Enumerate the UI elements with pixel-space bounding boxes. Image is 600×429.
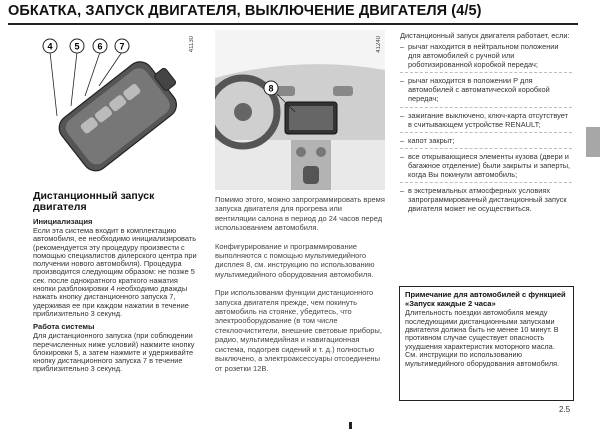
middle-column [215, 30, 385, 373]
conditions-intro: Дистанционный запуск двигателя работает, если: [400, 31, 570, 40]
right-column [400, 30, 572, 219]
list-item: – капот закрыт; [400, 136, 572, 149]
side-tab [586, 127, 600, 157]
list-item: – рычаг находится в положении P для автомобилей с автоматической коробкой передач; [400, 76, 572, 107]
work-title: Работа системы [33, 322, 95, 332]
note-text: Длительность поездки автомобиля между последующими дистанционными запусками двигателя должна быть не менее 10 минут. В противном случае существует опасность ухудшения характеристик моторного масла. См. инструкции по использованию мультимедийного оборудования автомобиля. [405, 308, 560, 368]
figure-number: 41240 [376, 36, 382, 53]
list-item: – все открывающиеся элементы кузова (двери и багажное отделение) были закрыты и заперты, когда Вы покинули автомобиль; [400, 152, 572, 183]
init-title: Инициализация [33, 217, 93, 226]
callout-5: 5 [74, 41, 80, 52]
header-rule [8, 23, 578, 25]
mid-para-1: Помимо этого, можно запрограммировать время запуска двигателя для прогрева или вентиляции салона в период до 24 часов перед использованием автомобиля. [215, 195, 385, 233]
bottom-mark [349, 422, 352, 429]
key-card-illustration [33, 30, 198, 185]
page-title: ОБКАТКА, ЗАПУСК ДВИГАТЕЛЯ, ВЫКЛЮЧЕНИЕ ДВИГАТЕЛЯ (4/5) [8, 3, 482, 19]
note-box [399, 286, 574, 401]
conditions-list [400, 42, 572, 216]
init-text: Если эта система входит в комплектацию автомобиля, ее необходимо инициализировать (рекомендуется эту процедуру произвести с помощью специалистов дилерского центра при получении нового автомобиля). Процедура производится следующим образом: не позже 5 сек. после однократного краткого нажатия кнопки разблокировки 4 необходимо дважды нажать кнопку дистанционного запуска 7, удерживая ее при каждом нажатии в течение приблизительно 3 секунд. [33, 226, 197, 318]
callout-4: 4 [47, 41, 53, 52]
list-item: – в экстремальных атмосферных условиях запрограммированный дистанционный запуск двигателя может не осуществиться. [400, 186, 572, 216]
note-title: Примечание для автомобилей с функцией «Запуск каждые 2 часа» [405, 290, 566, 308]
key-card-figure [33, 30, 198, 185]
callout-6: 6 [97, 41, 103, 52]
callout-7: 7 [119, 41, 125, 52]
page-number: 2.5 [559, 405, 571, 414]
mid-para-3: При использовании функции дистанционного запуска двигателя прежде, чем покинуть автомобиль на стоянке, убедитесь, что электрооборудование (в том числе стеклоочистители, внешние световые приборы, радио, мультимедийная и навигационная система, подогрев сидений и т. д.) полностью выключено, а электроаксессуары отсоединены от розетки 12В. [215, 288, 382, 373]
list-item: – зажигание выключено, ключ-карта отсутствует в считывающем устройстве RENAULT; [400, 111, 572, 133]
page-header [8, 3, 576, 23]
callout-8: 8 [268, 83, 274, 94]
left-column [33, 30, 198, 374]
figure-number: 41130 [189, 36, 195, 53]
section-title: Дистанционный запуск двигателя [33, 190, 155, 213]
dashboard-figure [215, 30, 385, 190]
mid-para-2: Конфигурирование и программирование выполняются с помощью мультимедийного дисплея 8, см. инструкцию по использованию мультимедийного оборудования автомобиля. [215, 241, 375, 279]
dashboard-illustration [215, 30, 385, 190]
list-item: – рычаг находится в нейтральном положении для автомобилей с ручной или роботизированной коробкой передач; [400, 42, 572, 73]
work-text: Для дистанционного запуска (при соблюдении перечисленных ниже условий) нажмите кнопку блокировки 5, а затем нажмите и удерживайте кнопку дистанционного запуска 7 в течение приблизительно 3 секунд. [33, 331, 195, 374]
